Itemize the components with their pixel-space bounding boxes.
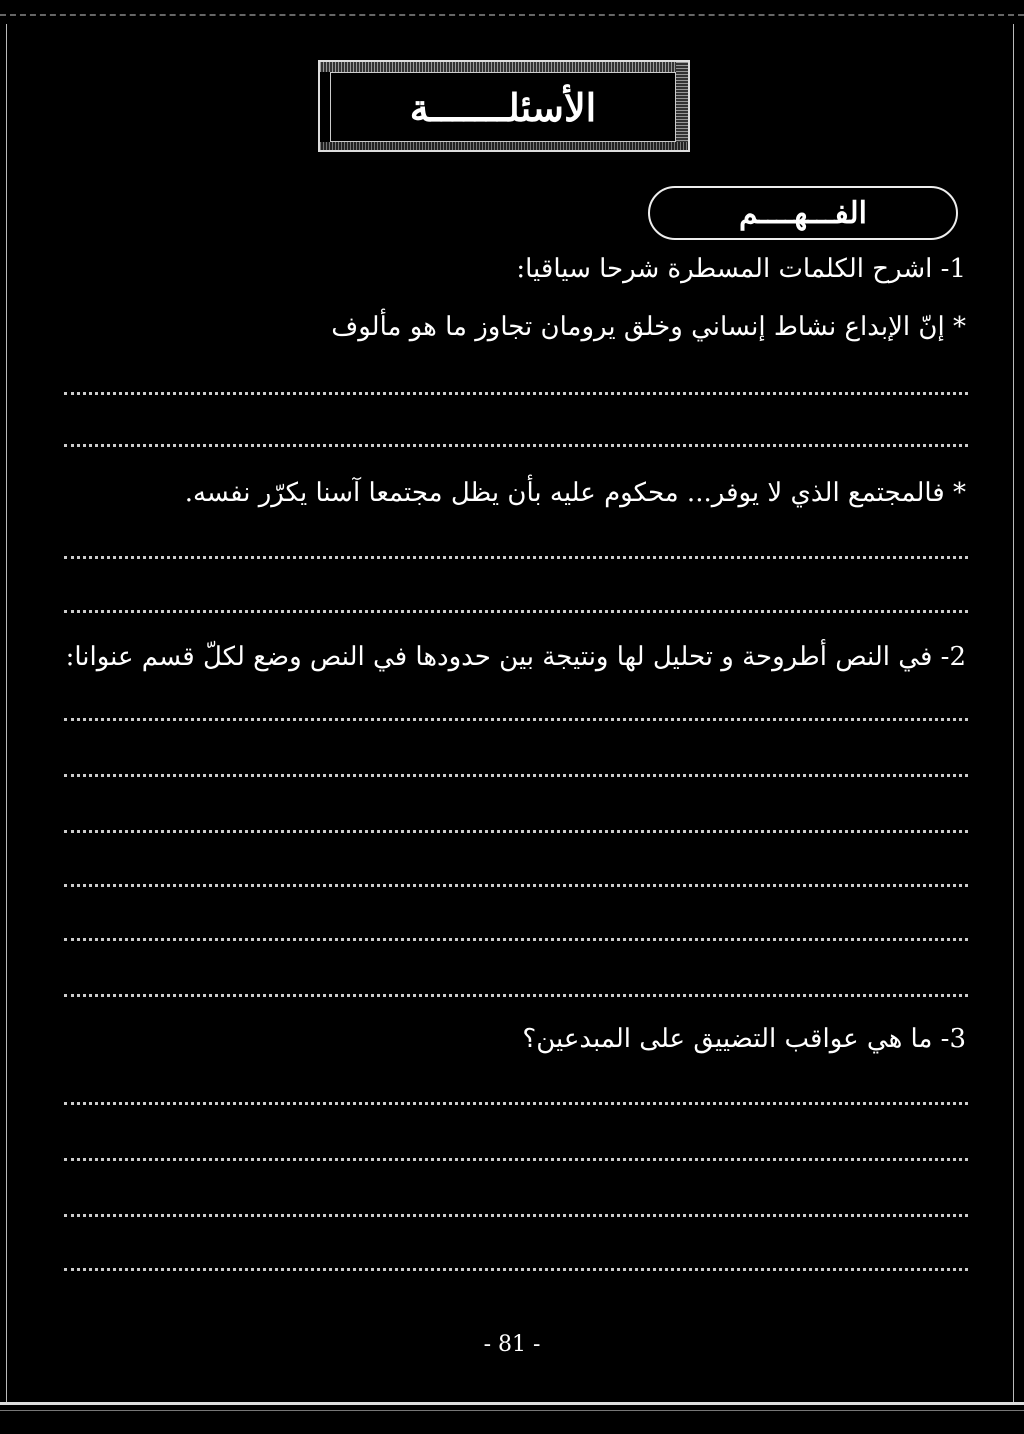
answer-line[interactable] xyxy=(64,774,968,777)
title-box-shade xyxy=(320,142,688,150)
answer-line[interactable] xyxy=(64,1214,968,1217)
page-number: - 81 - xyxy=(483,1332,541,1357)
answer-line[interactable] xyxy=(64,444,968,447)
answer-line[interactable] xyxy=(64,884,968,887)
answer-line[interactable] xyxy=(64,610,968,613)
answer-line[interactable] xyxy=(64,1158,968,1161)
title-box xyxy=(318,60,690,152)
question-1: 1- اشرح الكلمات المسطرة شرحا سياقيا: xyxy=(516,254,966,284)
top-border-line xyxy=(0,14,1024,16)
answer-line[interactable] xyxy=(64,1102,968,1105)
title-box-shade xyxy=(676,62,688,150)
question-1-item-2: * فالمجتمع الذي لا يوفر... محكوم عليه بأن يظل مجتمعا آسنا يكرّر نفسه. xyxy=(184,478,966,508)
section-label: الفـــهــــم xyxy=(648,186,958,240)
answer-line[interactable] xyxy=(64,556,968,559)
title-box-shade xyxy=(320,62,688,72)
answer-line[interactable] xyxy=(64,994,968,997)
answer-line[interactable] xyxy=(64,938,968,941)
page-title: الأسئلـــــــة xyxy=(330,72,676,142)
answer-line[interactable] xyxy=(64,1268,968,1271)
question-1-item-1: * إنّ الإبداع نشاط إنساني وخلق يرومان تجاوز ما هو مألوف xyxy=(331,312,966,342)
question-2: 2- في النص أطروحة و تحليل لها ونتيجة بين حدودها في النص وضع لكلّ قسم عنوانا: xyxy=(65,642,966,672)
answer-line[interactable] xyxy=(64,392,968,395)
question-3: 3- ما هي عواقب التضييق على المبدعين؟ xyxy=(522,1024,966,1054)
answer-line[interactable] xyxy=(64,718,968,721)
answer-line[interactable] xyxy=(64,830,968,833)
bottom-border-line xyxy=(0,1410,1024,1411)
bottom-border-line xyxy=(0,1402,1024,1405)
